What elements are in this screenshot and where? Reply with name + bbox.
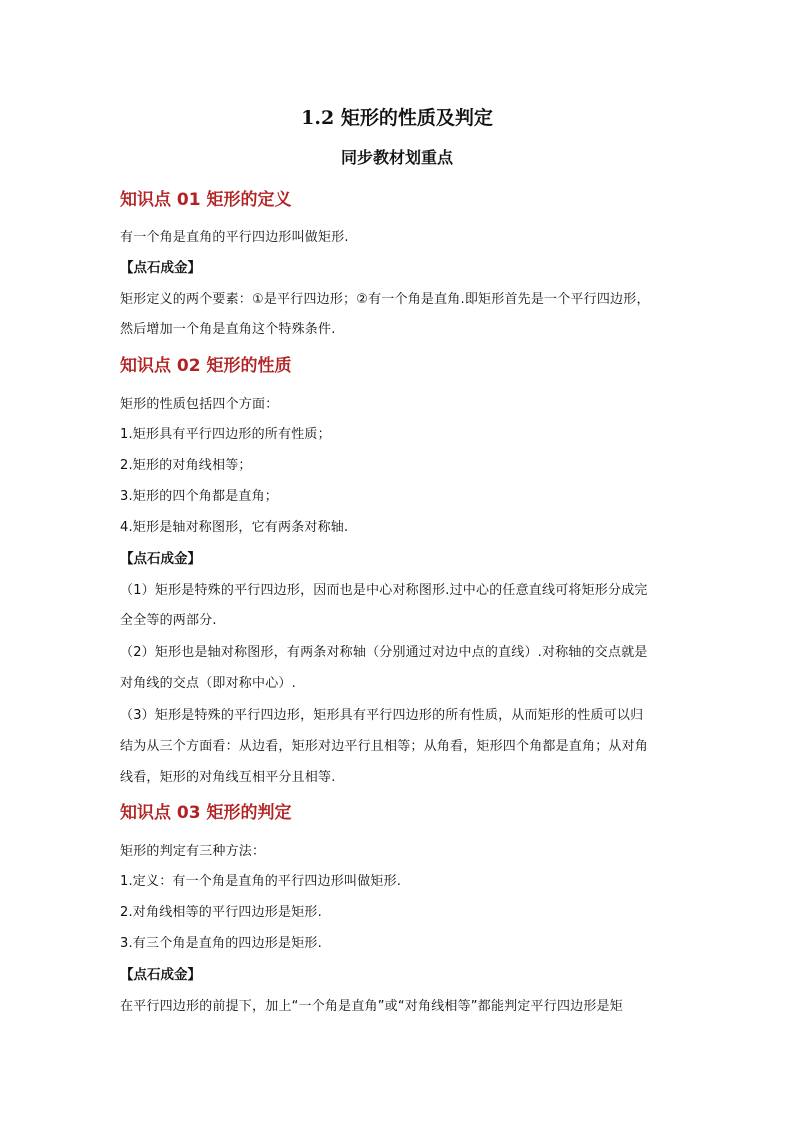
tip-label: 【点石成金】 xyxy=(120,260,201,276)
tip-line: 结为从三个方面看：从边看，矩形对边平行且相等；从角看，矩形四个角都是直角；从对角 xyxy=(120,739,649,754)
list-item: 3.有三个角是直角的四边形是矩形. xyxy=(120,936,322,951)
section-heading-criteria: 知识点 03 矩形的判定 xyxy=(120,803,292,823)
tip-line: 全全等的两部分. xyxy=(120,613,217,628)
page-subtitle: 同步教材划重点 xyxy=(340,148,453,167)
tip-line: （2）矩形也是轴对称图形，有两条对称轴（分别通过对边中点的直线）.对称轴的交点就是 xyxy=(120,645,648,660)
page-title: 1.2 矩形的性质及判定 xyxy=(301,107,493,129)
list-item: 4.矩形是轴对称图形，它有两条对称轴. xyxy=(120,520,349,535)
tip-label: 【点石成金】 xyxy=(120,967,201,983)
section-heading-properties: 知识点 02 矩形的性质 xyxy=(120,356,292,376)
tip-line: 在平行四边形的前提下，加上“一个角是直角”或“对角线相等”都能判定平行四边形是矩 xyxy=(120,999,623,1014)
section-intro: 有一个角是直角的平行四边形叫做矩形. xyxy=(120,230,349,245)
list-item: 2.矩形的对角线相等； xyxy=(120,458,252,473)
list-item: 3.矩形的四个角都是直角； xyxy=(120,489,279,504)
tip-line: 然后增加一个角是直角这个特殊条件. xyxy=(120,322,336,337)
tip-line: 对角线的交点（即对称中心）. xyxy=(120,676,296,691)
section-intro: 矩形的判定有三种方法： xyxy=(120,844,266,859)
list-item: 2.对角线相等的平行四边形是矩形. xyxy=(120,905,322,920)
tip-line: （3）矩形是特殊的平行四边形，矩形具有平行四边形的所有性质，从而矩形的性质可以归 xyxy=(120,708,644,723)
section-heading-definition: 知识点 01 矩形的定义 xyxy=(120,190,292,210)
tip-line: 矩形定义的两个要素：①是平行四边形；②有一个角是直角.即矩形首先是一个平行四边形， xyxy=(120,292,650,307)
section-intro: 矩形的性质包括四个方面： xyxy=(120,397,279,412)
list-item: 1.矩形具有平行四边形的所有性质； xyxy=(120,427,331,442)
tip-line: （1）矩形是特殊的平行四边形，因而也是中心对称图形.过中心的任意直线可将矩形分成完 xyxy=(120,583,648,598)
list-item: 1.定义：有一个角是直角的平行四边形叫做矩形. xyxy=(120,874,402,889)
tip-label: 【点石成金】 xyxy=(120,551,201,567)
tip-line: 线看，矩形的对角线互相平分且相等. xyxy=(120,770,336,785)
